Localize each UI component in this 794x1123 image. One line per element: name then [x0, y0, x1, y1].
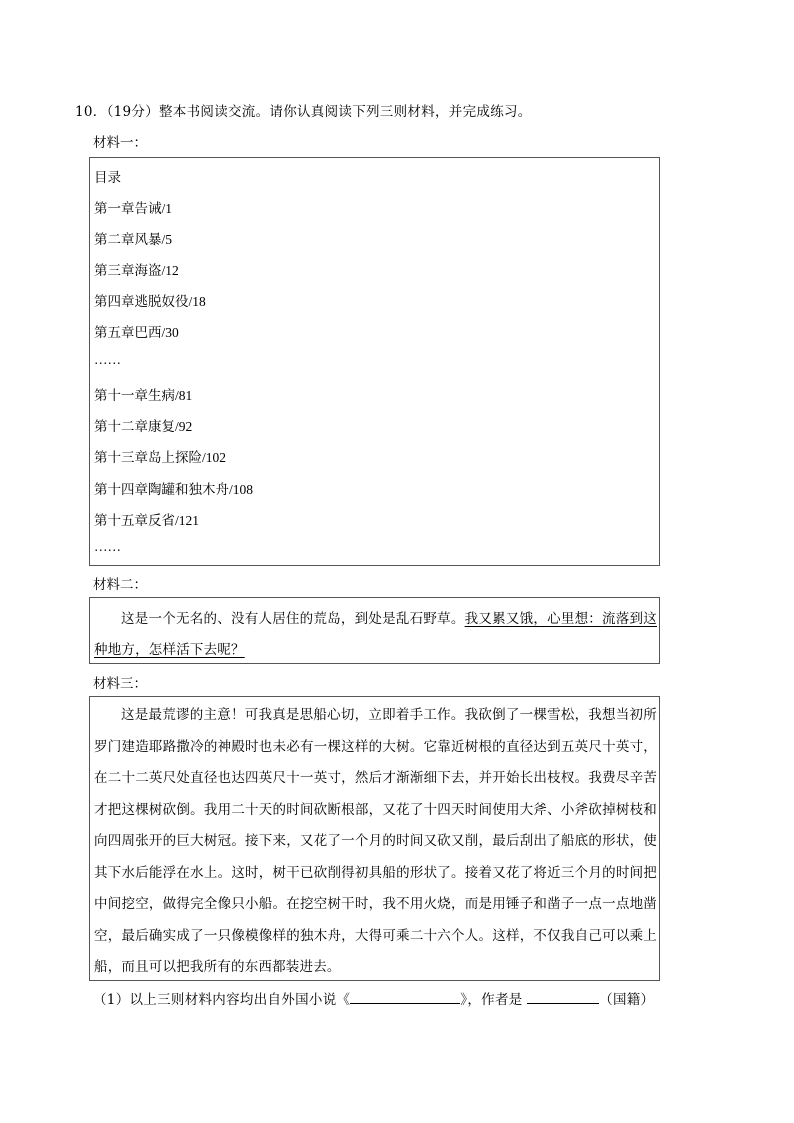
toc-chapter-12: 第十二章康复/92	[94, 419, 193, 434]
material1-box	[89, 157, 660, 566]
material2-paragraph	[94, 604, 657, 666]
toc-chapter-5: 第五章巴西/30	[94, 325, 179, 340]
toc-chapter-14: 第十四章陶罐和独木舟/108	[94, 482, 254, 497]
author-blank[interactable]	[527, 989, 599, 1004]
sub-question-1	[93, 988, 654, 1008]
toc-title: 目录	[94, 170, 121, 185]
toc-chapter-2: 第二章风暴/5	[94, 232, 173, 247]
material2-plain-text: 这是一个无名的、没有人居住的荒岛，到处是乱石野草。	[121, 611, 465, 627]
sub-question-text-2: 》，作者是	[460, 992, 528, 1008]
material2-box	[89, 597, 660, 664]
question-heading: 10．（19分）整本书阅读交流。请你认真阅读下列三则材料，并完成练习。	[75, 104, 532, 120]
toc-chapter-4: 第四章逃脱奴役/18	[94, 294, 206, 309]
material2-label: 材料二：	[93, 577, 147, 593]
toc-ellipsis-2: ……	[94, 539, 121, 554]
toc-ellipsis-1: ……	[94, 352, 121, 367]
material3-paragraph: 这是最荒谬的主意！可我真是思船心切，立即着手工作。我砍倒了一棵雪松，我想当初所罗门建造耶路撒冷的神殿时也未必有一棵这样的大树。它靠近树根的直径达到五英尺十英寸，在二十二英尺处直径也达四英尺十一英寸，然后才渐渐细下去，并开始长出枝杈。我费尽辛苦才把这棵树砍倒。我用二十天的时间砍断根部，又花了十四天时间使用大斧、小斧砍掉树枝和向四周张开的巨大树冠。接下来，又花了一个月的时间又砍又削，最后刮出了船底的形状，使其下水后能浮在水上。这时，树干已砍削得初具船的形状了。接着又花了将近三个月的时间把中间挖空，做得完全像只小船。在挖空树干时，我不用火烧，而是用锤子和凿子一点一点地凿空，最后确实成了一只像模像样的独木舟，大得可乘二十六个人。这样，不仅我自己可以乘上船，而且可以把我所有的东西都装进去。	[94, 707, 657, 975]
toc-chapter-15: 第十五章反省/121	[94, 513, 200, 528]
toc-chapter-11: 第十一章生病/81	[94, 388, 193, 403]
toc-chapter-13: 第十三章岛上探险/102	[94, 450, 227, 465]
material3-label: 材料三：	[93, 676, 147, 692]
material1-label: 材料一：	[93, 135, 147, 151]
toc-chapter-3: 第三章海盗/12	[94, 263, 179, 278]
sub-question-text-1: （1）以上三则材料内容均出自外国小说《	[93, 992, 351, 1008]
toc-chapter-1: 第一章告诫/1	[94, 201, 173, 216]
material3-box	[89, 696, 660, 981]
novel-title-blank[interactable]	[350, 989, 460, 1004]
material2-underlined-text: 我又累又饿，心里想：流落到这种地方，怎样活下去呢？	[94, 611, 657, 658]
sub-question-text-3: （国籍）	[599, 992, 655, 1008]
